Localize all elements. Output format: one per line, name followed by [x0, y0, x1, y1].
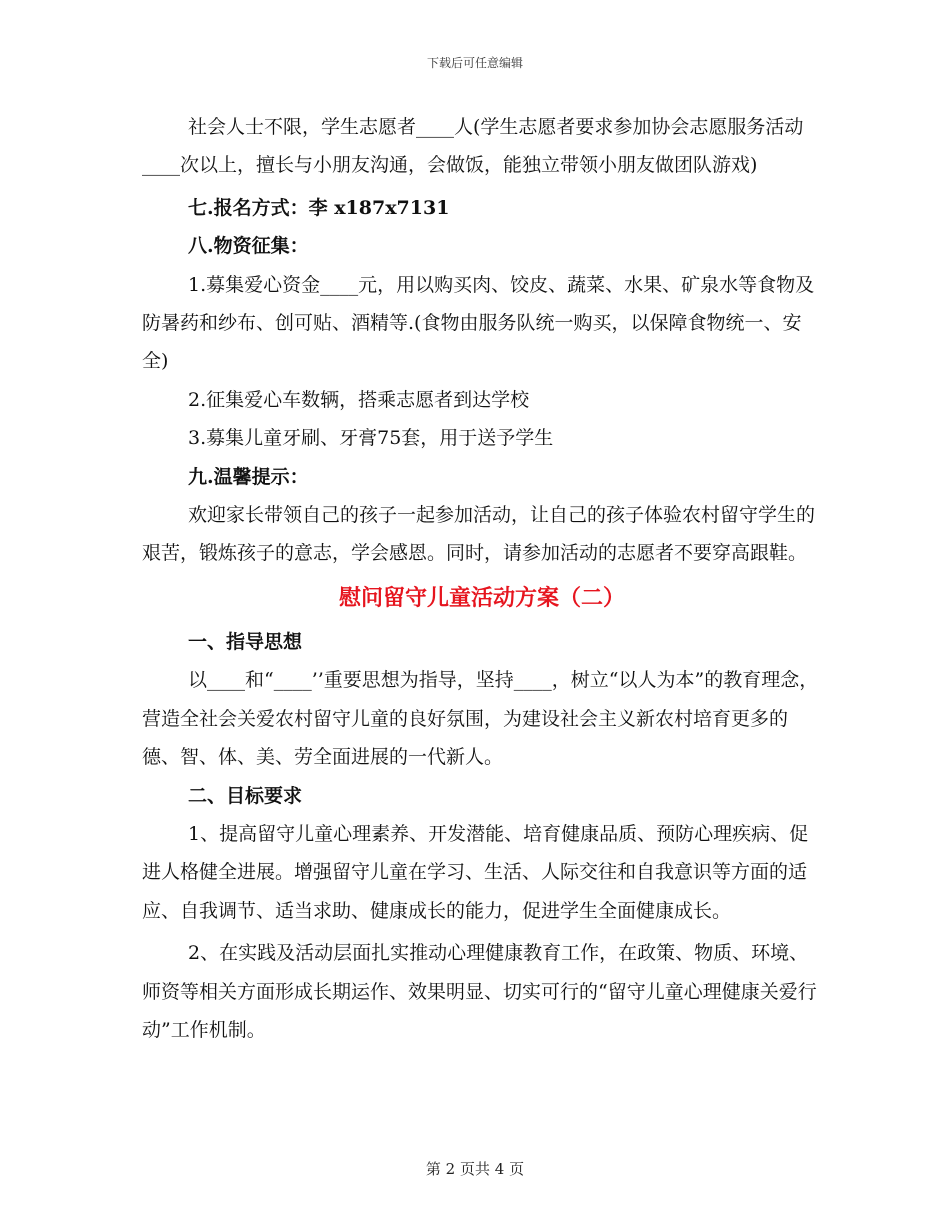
page-footer: 第 2 页共 4 页 [425, 1160, 525, 1178]
heading-tips: 九.温馨提示： [188, 465, 309, 488]
paragraph-volunteers: 社会人士不限，学生志愿者____人(学生志愿者要求参加协会志愿服务活动____次以上，擅长与小朋友沟通，会做饭，能独立带领小朋友做团队游戏) [142, 116, 804, 177]
page-header: 下载后可任意编辑 [426, 56, 523, 70]
paragraph-toothbrush: 3.募集儿童牙刷、牙膏75套，用于送予学生 [188, 427, 554, 450]
section-title: 慰问留守儿童活动方案（二） [338, 584, 625, 611]
heading-goals: 二、目标要求 [188, 784, 303, 807]
paragraph-goal-1: 1、提高留守儿童心理素养、开发潜能、培育健康品质、预防心理疾病、促进人格健全进展。增强留守儿童在学习、生活、人际交往和自我意识等方面的适应、自我调节、适当求助、健康成长的能力，促进学生全面健康成长。 [142, 822, 809, 922]
heading-materials: 八.物资征集： [188, 235, 309, 258]
paragraph-funds: 1.募集爱心资金____元，用以购买肉、饺皮、蔬菜、水果、矿泉水等食物及防暑药和纱布、创可贴、酒精等.(食物由服务队统一购买，以保障食物统一、安全) [142, 273, 815, 373]
heading-guiding-ideology: 一、指导思想 [188, 630, 303, 653]
paragraph-tips: 欢迎家长带领自己的孩子一起参加活动，让自己的孩子体验农村留守学生的艰苦，锻炼孩子的意志，学会感恩。同时，请参加活动的志愿者不要穿高跟鞋。 [142, 504, 816, 565]
document-body [142, 108, 822, 1049]
paragraph-guiding-ideology: 以____和“____’’重要思想为指导，坚持____，树立“以人为本”的教育理念，营造全社会关爱农村留守儿童的良好氛围，为建设社会主义新农村培育更多的德、智、体、美、劳全面进展的一代新人。 [142, 669, 819, 769]
heading-registration: 七.报名方式：李 x187x7131 [188, 196, 450, 219]
paragraph-vehicles: 2.征集爱心车数辆，搭乘志愿者到达学校 [188, 388, 530, 411]
paragraph-goal-2: 2、在实践及活动层面扎实推动心理健康教育工作，在政策、物质、环境、师资等相关方面形成长期运作、效果明显、切实可行的“留守儿童心理健康关爱行动”工作机制。 [142, 942, 817, 1041]
